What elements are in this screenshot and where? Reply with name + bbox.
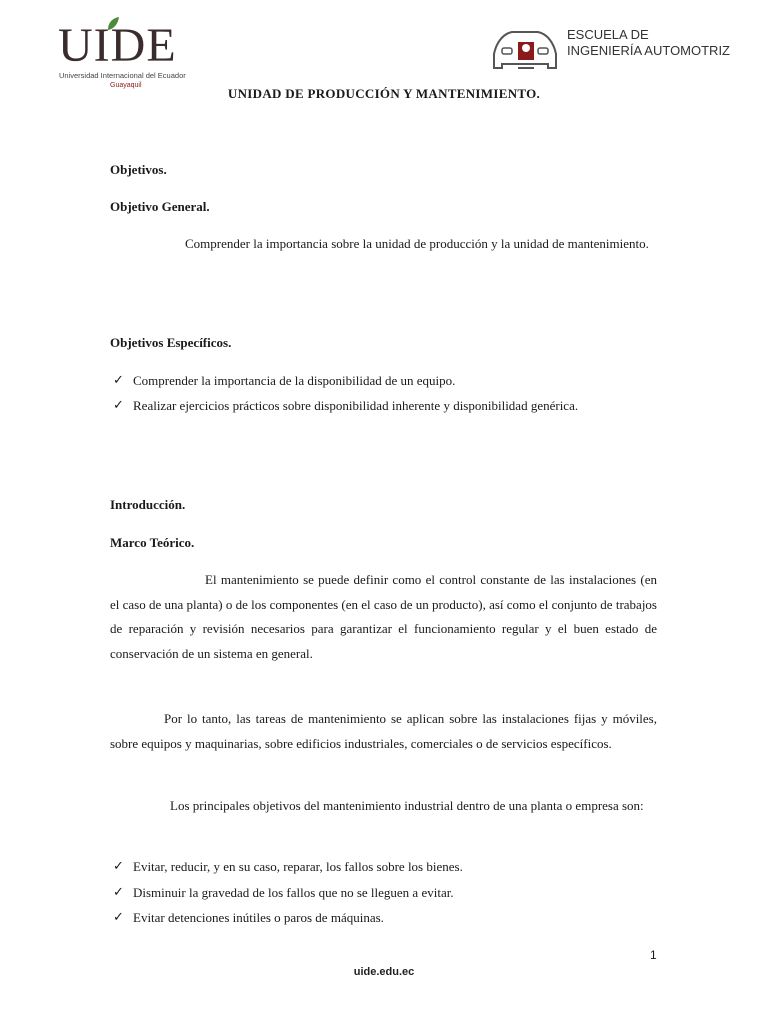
objetivo-general-heading: Objetivo General. (110, 199, 210, 214)
checkmark-icon: ✓ (113, 885, 124, 900)
list-item: ✓ Disminuir la gravedad de los fallos que no se lleguen a evitar. (133, 881, 657, 906)
marco-paragraph-2: Por lo tanto, las tareas de mantenimiento se aplican sobre las instalaciones fijas y móviles, sobre equipos y maquinarias, sobre edificios industriales, comerciales o de servicios específicos. (110, 711, 657, 751)
escuela-line2: INGENIERÍA AUTOMOTRIZ (567, 43, 731, 58)
objetivo-general-text: Comprender la importancia sobre la unidad de producción y la unidad de mantenimiento. (185, 236, 649, 251)
page-number: 1 (650, 948, 657, 962)
list-item: ✓ Realizar ejercicios prácticos sobre disponibilidad inherente y disponibilidad genérica. (133, 394, 657, 419)
page-title: UNIDAD DE PRODUCCIÓN Y MANTENIMIENTO. (227, 86, 541, 101)
escuela-line1: ESCUELA DE (567, 27, 649, 42)
objetivos-heading: Objetivos. (110, 162, 167, 177)
checkmark-icon: ✓ (113, 373, 124, 388)
car-icon (488, 24, 562, 74)
list-item: ✓ Evitar detenciones inútiles o paros de máquinas. (133, 906, 657, 931)
checkmark-icon: ✓ (113, 859, 124, 874)
objetivos-especificos-heading: Objetivos Específicos. (110, 335, 232, 350)
marco-paragraph-1: El mantenimiento se puede definir como el control constante de las instalaciones (en el caso de una planta) o de los componentes (en el caso de un producto), así como el conjunto de trabajos de reparación y revisión necesarios para garantizar el funcionamiento regular y el buen estado de conservación de un sistema en general. (110, 572, 657, 661)
list-item: ✓ Comprender la importancia de la disponibilidad de un equipo. (133, 369, 657, 394)
introduccion-heading: Introducción. (110, 497, 186, 512)
uide-subtitle: Universidad Internacional del Ecuador (59, 71, 186, 80)
list-item: ✓ Evitar, reducir, y en su caso, reparar, los fallos sobre los bienes. (133, 855, 657, 880)
uide-brand: UIDE (58, 19, 177, 72)
checkmark-icon: ✓ (113, 910, 124, 925)
marco-paragraph-3: Los principales objetivos del mantenimiento industrial dentro de una planta o empresa son: (170, 798, 644, 813)
checkmark-icon: ✓ (113, 398, 124, 413)
footer-website: uide.edu.ec (353, 966, 415, 978)
escuela-title (567, 27, 730, 59)
marco-teorico-heading: Marco Teórico. (110, 535, 195, 550)
objetivo-general-paragraph (110, 232, 657, 257)
uide-city: Guayaquil (110, 82, 142, 89)
